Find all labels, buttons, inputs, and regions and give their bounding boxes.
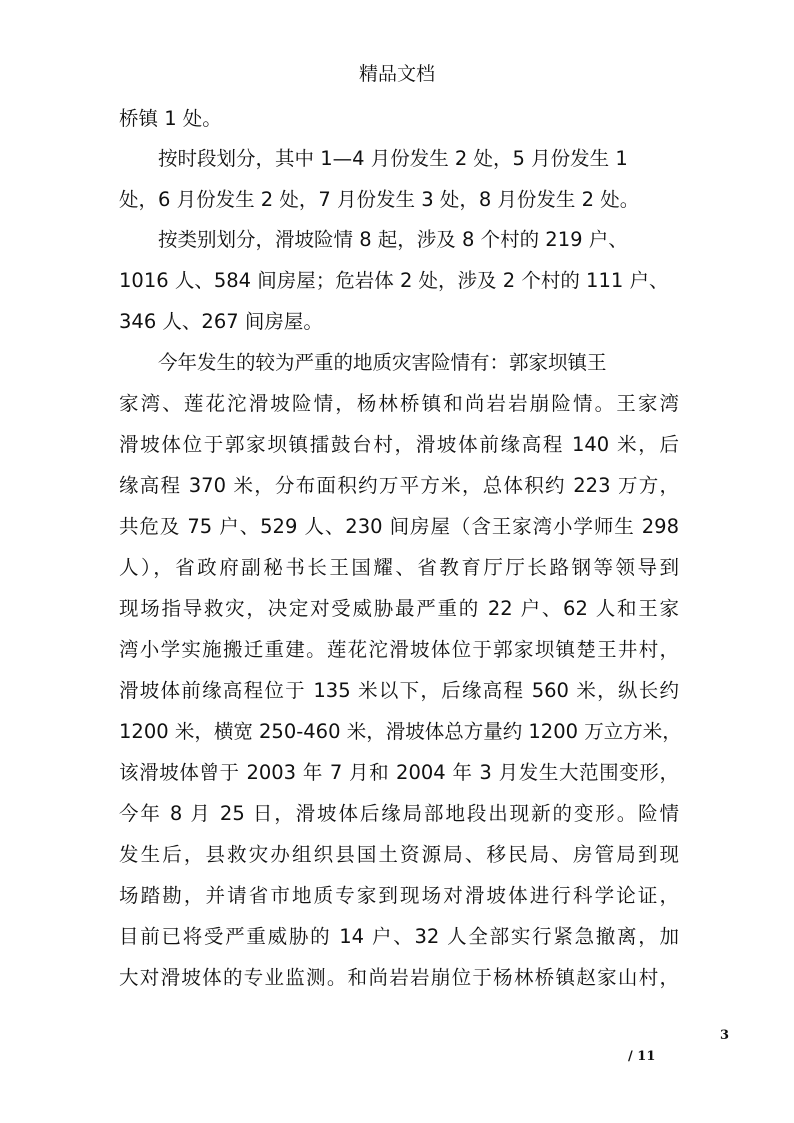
body-line-13: 现场指导救灾，决定对受威胁最严重的 22 户、62 人和王家 — [119, 597, 679, 620]
body-line-5: 1016 人、584 间房屋；危岩体 2 处，涉及 2 个村的 111 户、 — [119, 269, 669, 292]
body-line-18: 今年 8 月 25 日，滑坡体后缘局部地段出现新的变形。险情 — [119, 802, 679, 825]
body-line-9: 滑坡体位于郭家坝镇擂鼓台村，滑坡体前缘高程 140 米，后 — [119, 433, 679, 456]
body-line-17: 该滑坡体曾于 2003 年 7 月和 2004 年 3 月发生大范围变形， — [119, 761, 679, 784]
body-line-21: 目前已将受严重威胁的 14 户、32 人全部实行紧急撤离，加 — [119, 925, 679, 948]
body-line-10: 缘高程 370 米，分布面积约万平方米，总体积约 223 万方， — [119, 474, 679, 497]
body-line-11: 共危及 75 户、529 人、230 间房屋（含王家湾小学师生 298 — [119, 515, 679, 538]
body-line-3: 处，6 月份发生 2 处，7 月份发生 3 处，8 月份发生 2 处。 — [119, 188, 640, 211]
body-line-14: 湾小学实施搬迁重建。莲花沱滑坡体位于郭家坝镇楚王井村， — [119, 638, 679, 661]
page-total: / 11 — [628, 1049, 656, 1064]
body-line-1: 桥镇 1 处。 — [119, 107, 222, 130]
body-line-6: 346 人、267 间房屋。 — [119, 310, 323, 333]
page-header-title: 精品文档 — [358, 63, 435, 85]
body-line-19: 发生后，县救灾办组织县国土资源局、移民局、房管局到现 — [119, 843, 679, 866]
body-line-22: 大对滑坡体的专业监测。和尚岩岩崩位于杨林桥镇赵家山村， — [119, 966, 679, 989]
body-line-8: 家湾、莲花沱滑坡险情，杨林桥镇和尚岩岩崩险情。王家湾 — [119, 392, 679, 415]
body-line-16: 1200 米，横宽 250-460 米，滑坡体总方量约 1200 万立方米， — [119, 720, 682, 743]
body-line-2: 按时段划分，其中 1—4 月份发生 2 处，5 月份发生 1 — [158, 147, 628, 170]
body-line-7: 今年发生的较为严重的地质灾害险情有：郭家坝镇王 — [158, 351, 607, 374]
body-line-20: 场踏勘，并请省市地质专家到现场对滑坡体进行科学论证， — [119, 884, 679, 907]
body-line-15: 滑坡体前缘高程位于 135 米以下，后缘高程 560 米，纵长约 — [119, 679, 679, 702]
body-line-12: 人），省政府副秘书长王国耀、省教育厅厅长路钢等领导到 — [119, 556, 679, 579]
page-number: 3 — [720, 1028, 730, 1043]
body-line-4: 按类别划分，滑坡险情 8 起，涉及 8 个村的 219 户、 — [158, 228, 628, 251]
